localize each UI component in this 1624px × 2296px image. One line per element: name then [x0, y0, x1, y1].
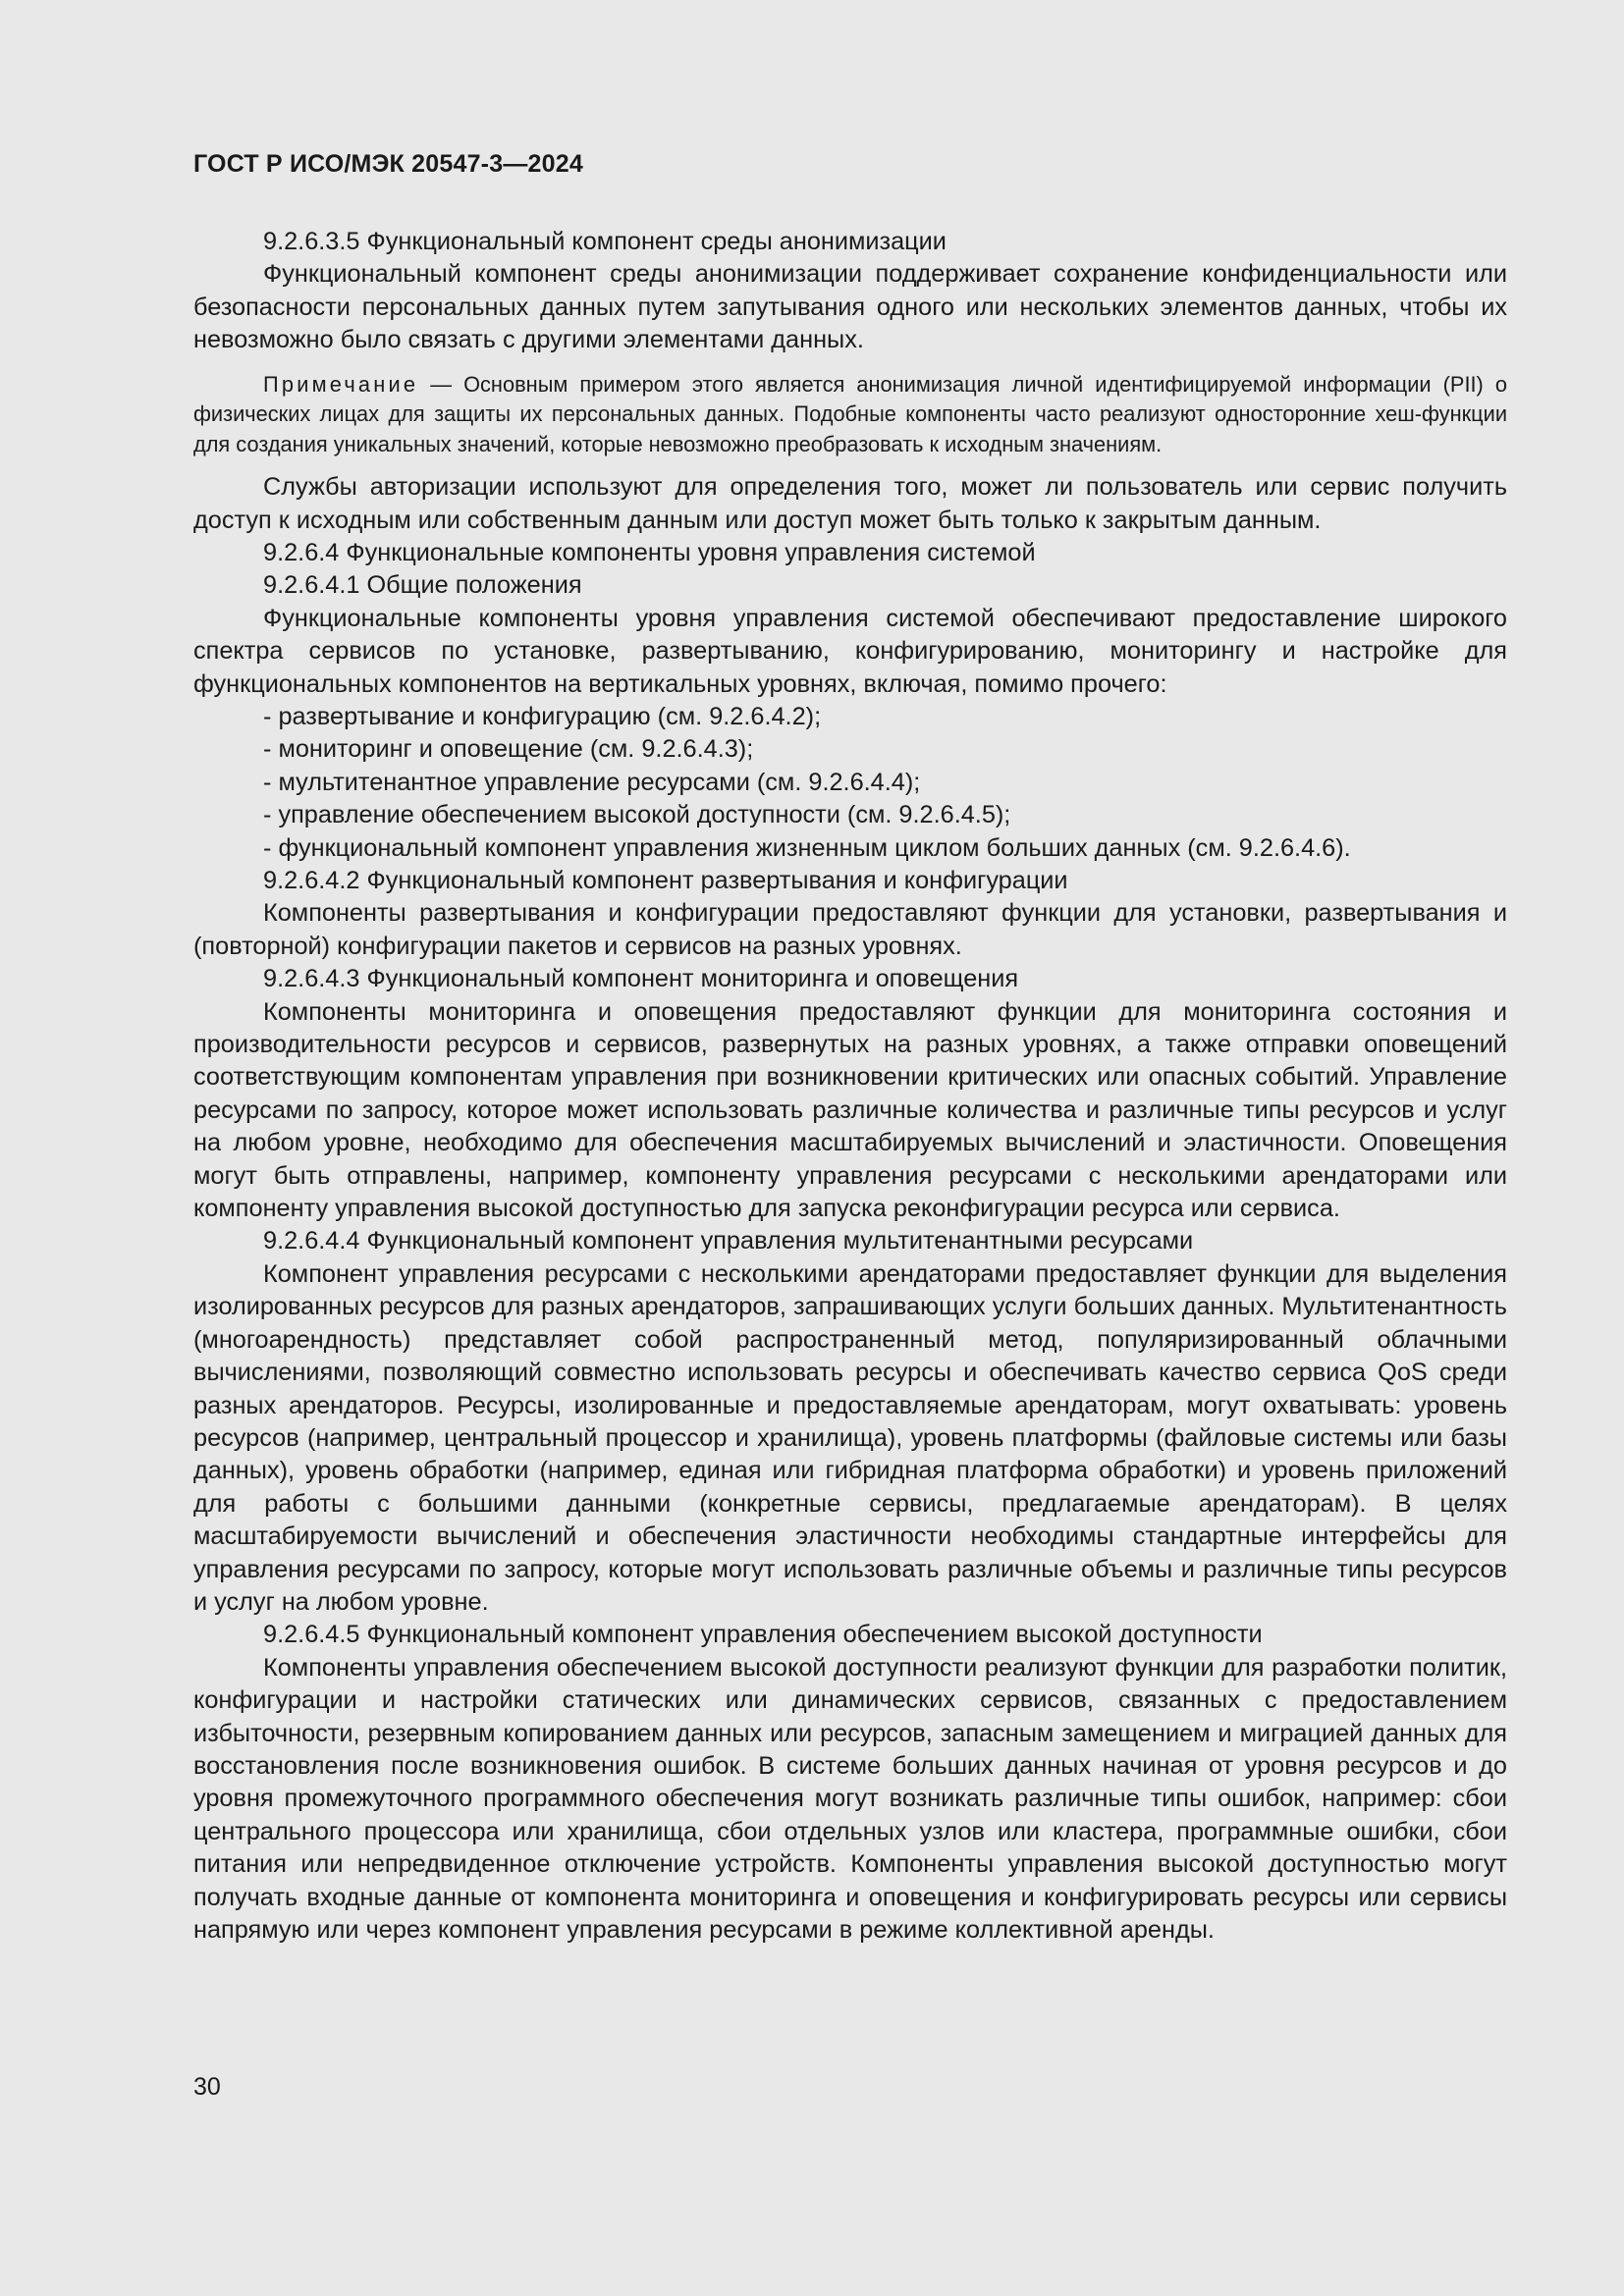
- paragraph: Компоненты мониторинга и оповещения предоставляют функции для мониторинга состояния и производительности ресурсов и сервисов, развернутых на разных уровнях, а также отправки оповещений соответствующим компонентам управления при возникновении критических или опасных событий. Управление ресурсами по запросу, которое может использовать различные количества и различные типы ресурсов и услуг на любом уровне, необходимо для обеспечения масштабируемых вычислений и эластичности. Оповещения могут быть отправлены, например, компоненту управления ресурсами с несколькими арендаторами или компоненту управления высокой доступностью для запуска реконфигурации ресурса или сервиса.: [193, 997, 1507, 1223]
- section-heading: 9.2.6.4.2 Функциональный компонент развертывания и конфигурации: [263, 867, 1068, 894]
- note-paragraph: [193, 370, 1507, 460]
- list-item: - мониторинг и оповещение (см. 9.2.6.4.3);: [263, 735, 754, 764]
- note-text: — Основным примером этого является анонимизация личной идентифицируемой информации (PII) о физических лицах для защиты их персональных данных. Подобные компоненты часто реализуют односторонние хеш-функции для создания уникальных значений, которые невозможно преобразовать к исходным значениям.: [193, 371, 1507, 456]
- section-heading: 9.2.6.4 Функциональные компоненты уровня управления системой: [263, 538, 1036, 566]
- section-heading: 9.2.6.4.3 Функциональный компонент мониторинга и оповещения: [263, 965, 1019, 993]
- list-item: - функциональный компонент управления жизненным циклом больших данных (см. 9.2.6.4.6).: [263, 833, 1351, 862]
- list-item: - мультитенантное управление ресурсами (см. 9.2.6.4.4);: [263, 768, 921, 796]
- document-header: ГОСТ Р ИСО/МЭК 20547-3—2024: [193, 150, 583, 178]
- document-body: [193, 226, 1507, 1947]
- list-item: - управление обеспечением высокой доступности (см. 9.2.6.4.5);: [263, 801, 1011, 829]
- paragraph: Функциональный компонент среды анонимизации поддерживает сохранение конфиденциальности или безопасности персональных данных путем запутывания одного или нескольких элементов данных, чтобы их невозможно было связать с другими элементами данных.: [193, 260, 1507, 354]
- paragraph: Функциональные компоненты уровня управления системой обеспечивают предоставление широкого спектра сервисов по установке, развертыванию, конфигурированию, мониторингу и настройке для функциональных компонентов на вертикальных уровнях, включая, помимо прочего:: [193, 604, 1507, 698]
- paragraph: Компоненты развертывания и конфигурации предоставляют функции для установки, развертывания и (повторной) конфигурации пакетов и сервисов на разных уровнях.: [193, 899, 1507, 960]
- page-number: 30: [193, 2073, 221, 2101]
- list-item: - развертывание и конфигурацию (см. 9.2.6.4.2);: [263, 702, 822, 730]
- section-heading: 9.2.6.4.1 Общие положения: [263, 571, 582, 600]
- note-label: Примечание: [263, 371, 419, 397]
- section-heading: 9.2.6.4.4 Функциональный компонент управления мультитенантными ресурсами: [263, 1227, 1194, 1255]
- section-heading: 9.2.6.4.5 Функциональный компонент управления обеспечением высокой доступности: [263, 1621, 1263, 1649]
- paragraph: Компоненты управления обеспечением высокой доступности реализуют функции для разработки политик, конфигурации и настройки статических или динамических сервисов, связанных с предоставлением избыточности, резервным копированием данных или ресурсов, запасным замещением и миграцией данных для восстановления после возникновения ошибок. В системе больших данных начиная от уровня ресурсов и до уровня промежуточного программного обеспечения могут возникать различные типы ошибок, например: сбои центрального процессора или хранилища, сбои отдельных узлов или кластера, программные ошибки, сбои питания или непредвиденное отключение устройств. Компоненты управления высокой доступностью могут получать входные данные от компонента мониторинга и оповещения и конфигурировать ресурсы или сервисы напрямую или через компонент управления ресурсами в режиме коллективной аренды.: [193, 1653, 1507, 1944]
- section-heading: 9.2.6.3.5 Функциональный компонент среды анонимизации: [263, 228, 947, 255]
- paragraph: Компонент управления ресурсами с несколькими арендаторами предоставляет функции для выделения изолированных ресурсов для разных арендаторов, запрашивающих услуги больших данных. Мультитенантность (многоарендность) представляет собой распространенный метод, популяризированный облачными вычислениями, позволяющий совместно использовать ресурсы и обеспечивать качество сервиса QoS среди разных арендаторов. Ресурсы, изолированные и предоставляемые арендаторам, могут охватывать: уровень ресурсов (например, центральный процессор и хранилища), уровень платформы (файловые системы или базы данных), уровень обработки (например, единая или гибридная платформа обработки) и уровень приложений для работы с большими данными (конкретные сервисы, предлагаемые арендаторам). В целях масштабируемости вычислений и обеспечения эластичности необходимы стандартные интерфейсы для управления ресурсами по запросу, которые могут использовать различные объемы и различные типы ресурсов и услуг на любом уровне.: [193, 1259, 1507, 1616]
- paragraph: Службы авторизации используют для определения того, может ли пользователь или сервис получить доступ к исходным или собственным данным или доступ может быть только к закрытым данным.: [193, 473, 1507, 534]
